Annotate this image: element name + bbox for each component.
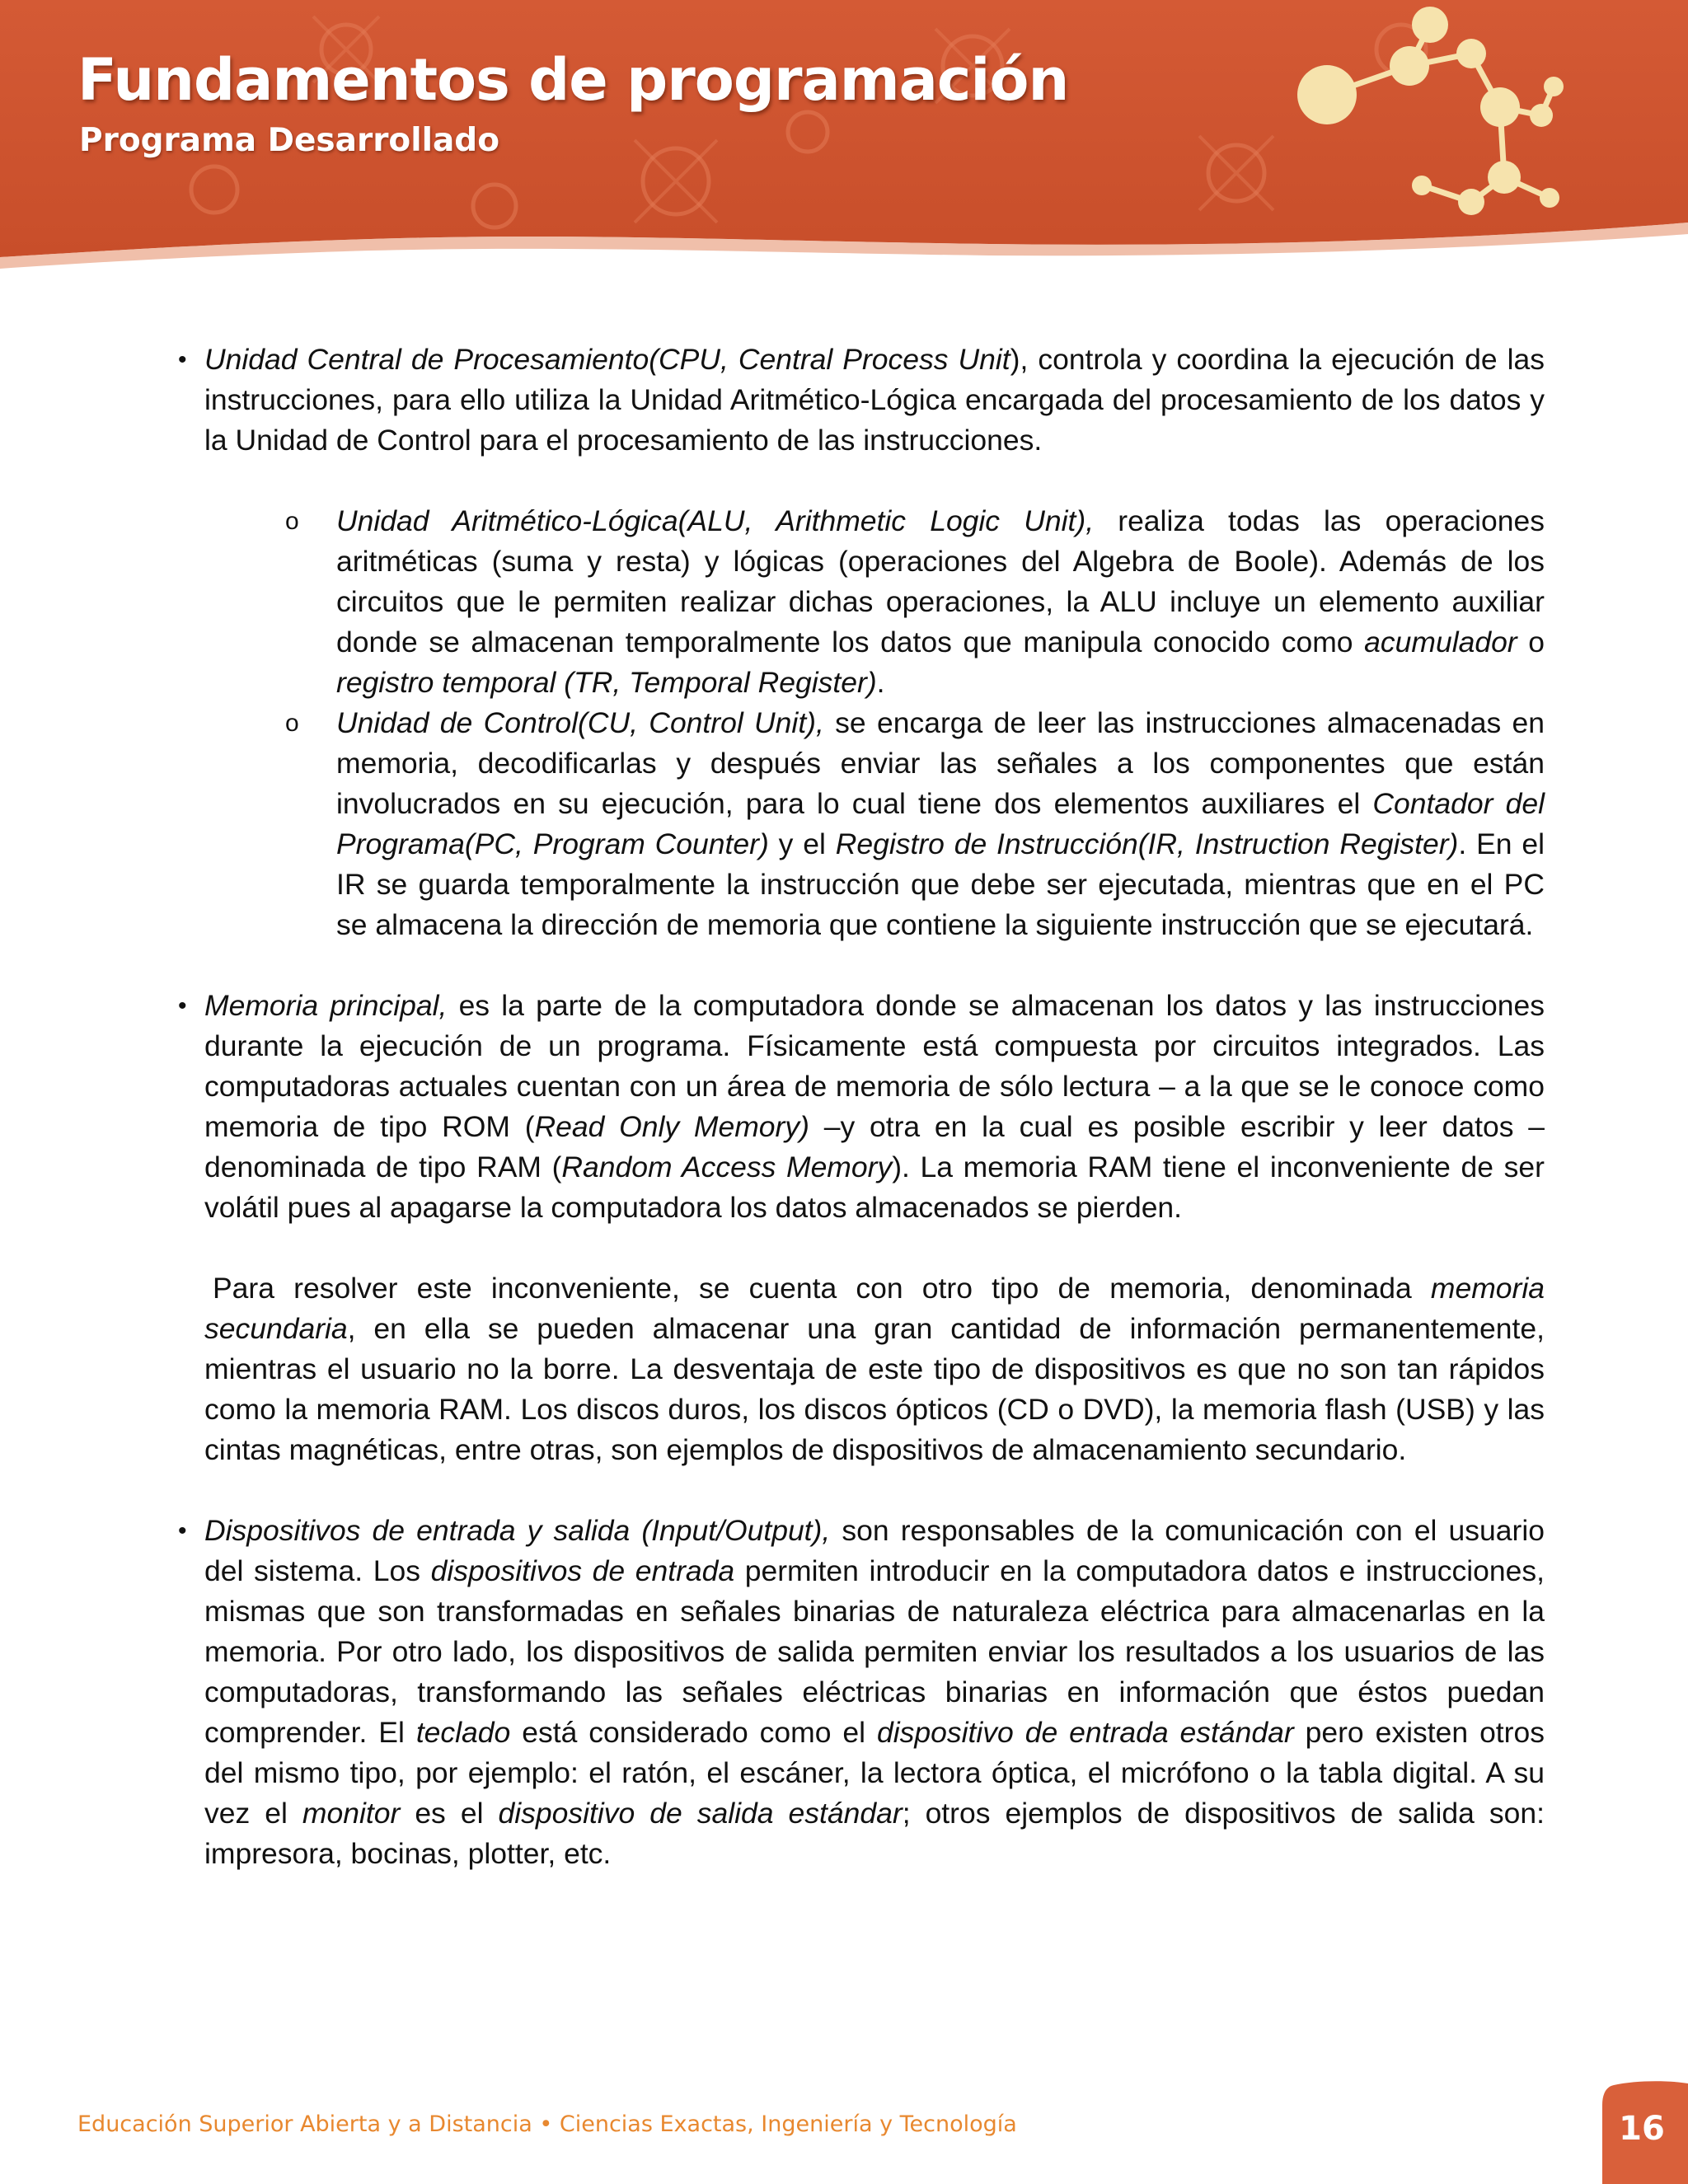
io-text-6: ; otros ejemplos de dispositivos de salida son: impresora, bocinas, plotter, etc. bbox=[204, 1797, 1545, 1870]
term-entrada: dispositivos de entrada bbox=[430, 1554, 735, 1587]
sub-list-item-alu bbox=[285, 501, 1545, 703]
footer-text: Educación Superior Abierta y a Distancia • Ciencias Exactas, Ingeniería y Tecnología bbox=[77, 2111, 1017, 2137]
term-acumulador: acumulador bbox=[1364, 626, 1517, 658]
secundaria-text: Para resolver este inconveniente, se cuenta con otro tipo de memoria, denominada bbox=[213, 1272, 1431, 1305]
paragraph-memoria-secundaria bbox=[204, 1268, 1545, 1470]
header-banner bbox=[0, 0, 1688, 280]
list-item-io bbox=[178, 1511, 1545, 1874]
list-item-memoria bbox=[178, 986, 1545, 1228]
list-item-cpu bbox=[178, 340, 1545, 461]
bullet-icon: • bbox=[178, 346, 187, 373]
term-rom: Read Only Memory) bbox=[534, 1110, 809, 1143]
term-cpu: Unidad Central de Procesamiento(CPU, Central Process Unit bbox=[204, 343, 1010, 376]
memoria-text-2: –y otra en la cual es posible escribir y leer datos – denominada de tipo RAM ( bbox=[204, 1110, 1545, 1183]
cu-text: se encarga de leer las instrucciones almacenadas en memoria, decodificarlas y después enviar las señales a los componentes que están involucrados en su ejecución, para lo cual tiene dos elementos auxiliares el bbox=[336, 706, 1545, 820]
term-salida-estandar: dispositivo de salida estándar bbox=[498, 1797, 903, 1830]
cu-text-3: . En el IR se guarda temporalmente la instrucción que debe ser ejecutada, mientras que en el PC se almacena la dirección de memoria que contiene la siguiente instrucción que se ejecutará. bbox=[336, 827, 1545, 941]
alu-text: realiza todas las operaciones aritméticas (suma y resta) y lógicas (operaciones del Algebra de Boole). Además de los circuitos que le permiten realizar dichas operaciones, la ALU incluye un elemento auxiliar donde se almacenan temporalmente los datos que manipula conocido como bbox=[336, 504, 1545, 658]
term-monitor: monitor bbox=[302, 1797, 401, 1830]
term-entrada-estandar: dispositivo de entrada estándar bbox=[877, 1716, 1294, 1749]
term-ram: Random Access Memory bbox=[561, 1151, 893, 1183]
molecule-graphic bbox=[1269, 0, 1615, 247]
sub-bullet-icon: o bbox=[285, 508, 299, 535]
bullet-icon: • bbox=[178, 1517, 187, 1544]
io-text-4: pero existen otros del mismo tipo, por ejemplo: el ratón, el escáner, la lectora óptica, el micrófono o la tabla digital. A su vez el bbox=[204, 1716, 1545, 1830]
secundaria-text-2: , en ella se pueden almacenar una gran cantidad de información permanentemente, mientras el usuario no la borre. La desventaja de este tipo de dispositivos es que no son tan rápidos como la memoria RAM. Los discos duros, los discos ópticos (CD o DVD), la memoria flash (USB) y las cintas magnéticas, entre otras, son ejemplos de dispositivos de almacenamiento secundario. bbox=[204, 1312, 1545, 1466]
term-io: Dispositivos de entrada y salida (Input/Output), bbox=[204, 1514, 831, 1547]
sub-list-item-cu bbox=[285, 703, 1545, 945]
term-pc: Contador del Programa(PC, Program Counter) bbox=[336, 787, 1545, 860]
io-text: son responsables de la comunicación con el usuario del sistema. Los bbox=[204, 1514, 1545, 1587]
page-number: 16 bbox=[1619, 2110, 1665, 2148]
bullet-icon: • bbox=[178, 992, 187, 1019]
term-memoria-principal: Memoria principal, bbox=[204, 989, 448, 1022]
page-subtitle: Programa Desarrollado bbox=[79, 122, 499, 159]
term-alu: Unidad Aritmético-Lógica(ALU, Arithmetic Logic Unit), bbox=[336, 504, 1095, 537]
alu-text-2: o bbox=[1517, 626, 1545, 658]
memoria-text: es la parte de la computadora donde se almacenan los datos y las instrucciones durante la ejecución de un programa. Físicamente está compuesta por circuitos integrados. Las computadoras actuales cuentan con un área de memoria de sólo lectura – a la que se le conoce como memoria de tipo ROM ( bbox=[204, 989, 1545, 1143]
io-text-5: es el bbox=[400, 1797, 499, 1830]
term-memoria-secundaria: memoria secundaria bbox=[204, 1272, 1545, 1345]
document-body bbox=[148, 340, 1545, 1874]
sub-bullet-icon: o bbox=[285, 710, 299, 737]
term-ir: Registro de Instrucción(IR, Instruction Register) bbox=[835, 827, 1459, 860]
io-text-3: está considerado como el bbox=[510, 1716, 878, 1749]
alu-text-3: . bbox=[876, 666, 885, 699]
cpu-text: ), controla y coordina la ejecución de las instrucciones, para ello utiliza la Unidad Aritmético-Lógica encargada del procesamiento de los datos y la Unidad de Control para el procesamiento de las instrucciones. bbox=[204, 343, 1545, 457]
memoria-text-3: ). La memoria RAM tiene el inconveniente de ser volátil pues al apagarse la computadora los datos almacenados se pierden. bbox=[204, 1151, 1545, 1224]
io-text-2: permiten introducir en la computadora datos e instrucciones, mismas que son transformadas en señales binarias de naturaleza eléctrica para almacenarlas en la memoria. Por otro lado, los dispositivos de salida permiten enviar los resultados a los usuarios de las computadoras, transformando las señales eléctricas binarias en información que éstos puedan comprender. El bbox=[204, 1554, 1545, 1749]
page-title: Fundamentos de programación bbox=[77, 46, 1069, 114]
cu-text-2: y el bbox=[768, 827, 836, 860]
term-teclado: teclado bbox=[415, 1716, 511, 1749]
term-registro-temporal: registro temporal (TR, Temporal Register) bbox=[336, 666, 877, 699]
term-cu: Unidad de Control(CU, Control Unit), bbox=[336, 706, 824, 739]
